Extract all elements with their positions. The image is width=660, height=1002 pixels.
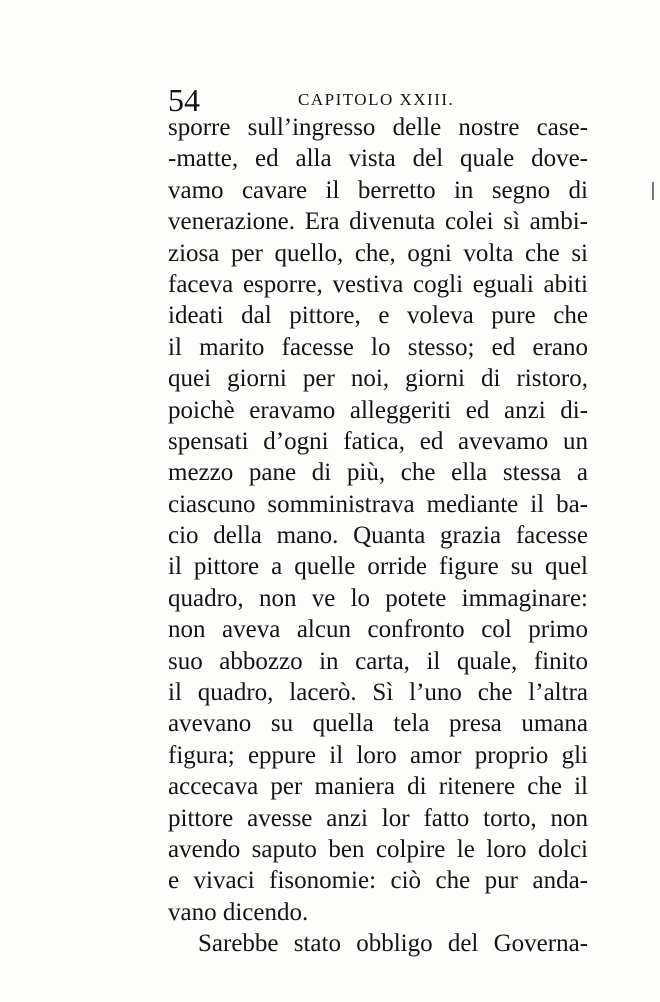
text-line: spensati d’ogni fatica, ed avevamo un [168, 427, 588, 455]
text-line: non aveva alcun confronto col primo [168, 616, 588, 644]
text-line: ciascuno somministrava mediante il ba- [168, 490, 588, 518]
text-line: vamo cavare il berretto in segno di [168, 176, 588, 204]
text-line: quadro, non ve lo potete immaginare: [168, 584, 588, 612]
text-line: suo abbozzo in carta, il quale, finito [168, 647, 588, 675]
text-line: poichè eravamo alleggeriti ed anzi di- [168, 396, 588, 424]
text-line: ziosa per quello, che, ogni volta che si [168, 239, 588, 267]
text-line: accecava per maniera di ritenere che il [168, 773, 588, 801]
page-number: 54 [168, 82, 200, 118]
text-line: e vivaci fisonomie: ciò che pur anda- [168, 867, 588, 895]
text-line: il pittore a quelle orride figure su quel [168, 553, 588, 581]
text-line: quei giorni per noi, giorni di ristoro, [168, 365, 588, 393]
text-line: sporre sull’ingresso delle nostre case- [168, 114, 588, 141]
text-line: il quadro, lacerò. Sì l’uno che l’altra [168, 679, 588, 707]
body-text [168, 112, 588, 960]
margin-mark [652, 182, 654, 200]
text-line: venerazione. Era divenuta colei sì ambi- [168, 208, 588, 236]
text-line: vano dicendo. [168, 898, 309, 926]
text-line: avevano su quella tela presa umana [168, 710, 588, 738]
running-head: CAPITOLO XXIII. [298, 90, 455, 109]
text-line: il marito facesse lo stesso; ed erano [168, 333, 588, 361]
text-line: avendo saputo ben colpire le loro dolci [168, 835, 588, 863]
text-line: ideati dal pittore, e voleva pure che [168, 302, 588, 330]
text-line: mezzo pane di più, che ella stessa a [168, 459, 588, 487]
text-line: faceva esporre, vestiva cogli eguali abiti [168, 270, 588, 298]
text-line: pittore avesse anzi lor fatto torto, non [168, 804, 588, 832]
text-line: cio della mano. Quanta grazia facesse [168, 522, 588, 550]
text-line: Sarebbe stato obbligo del Governa- [198, 930, 588, 958]
text-line: -matte, ed alla vista del quale dove- [168, 145, 588, 173]
text-line: figura; eppure il loro amor proprio gli [168, 741, 588, 769]
